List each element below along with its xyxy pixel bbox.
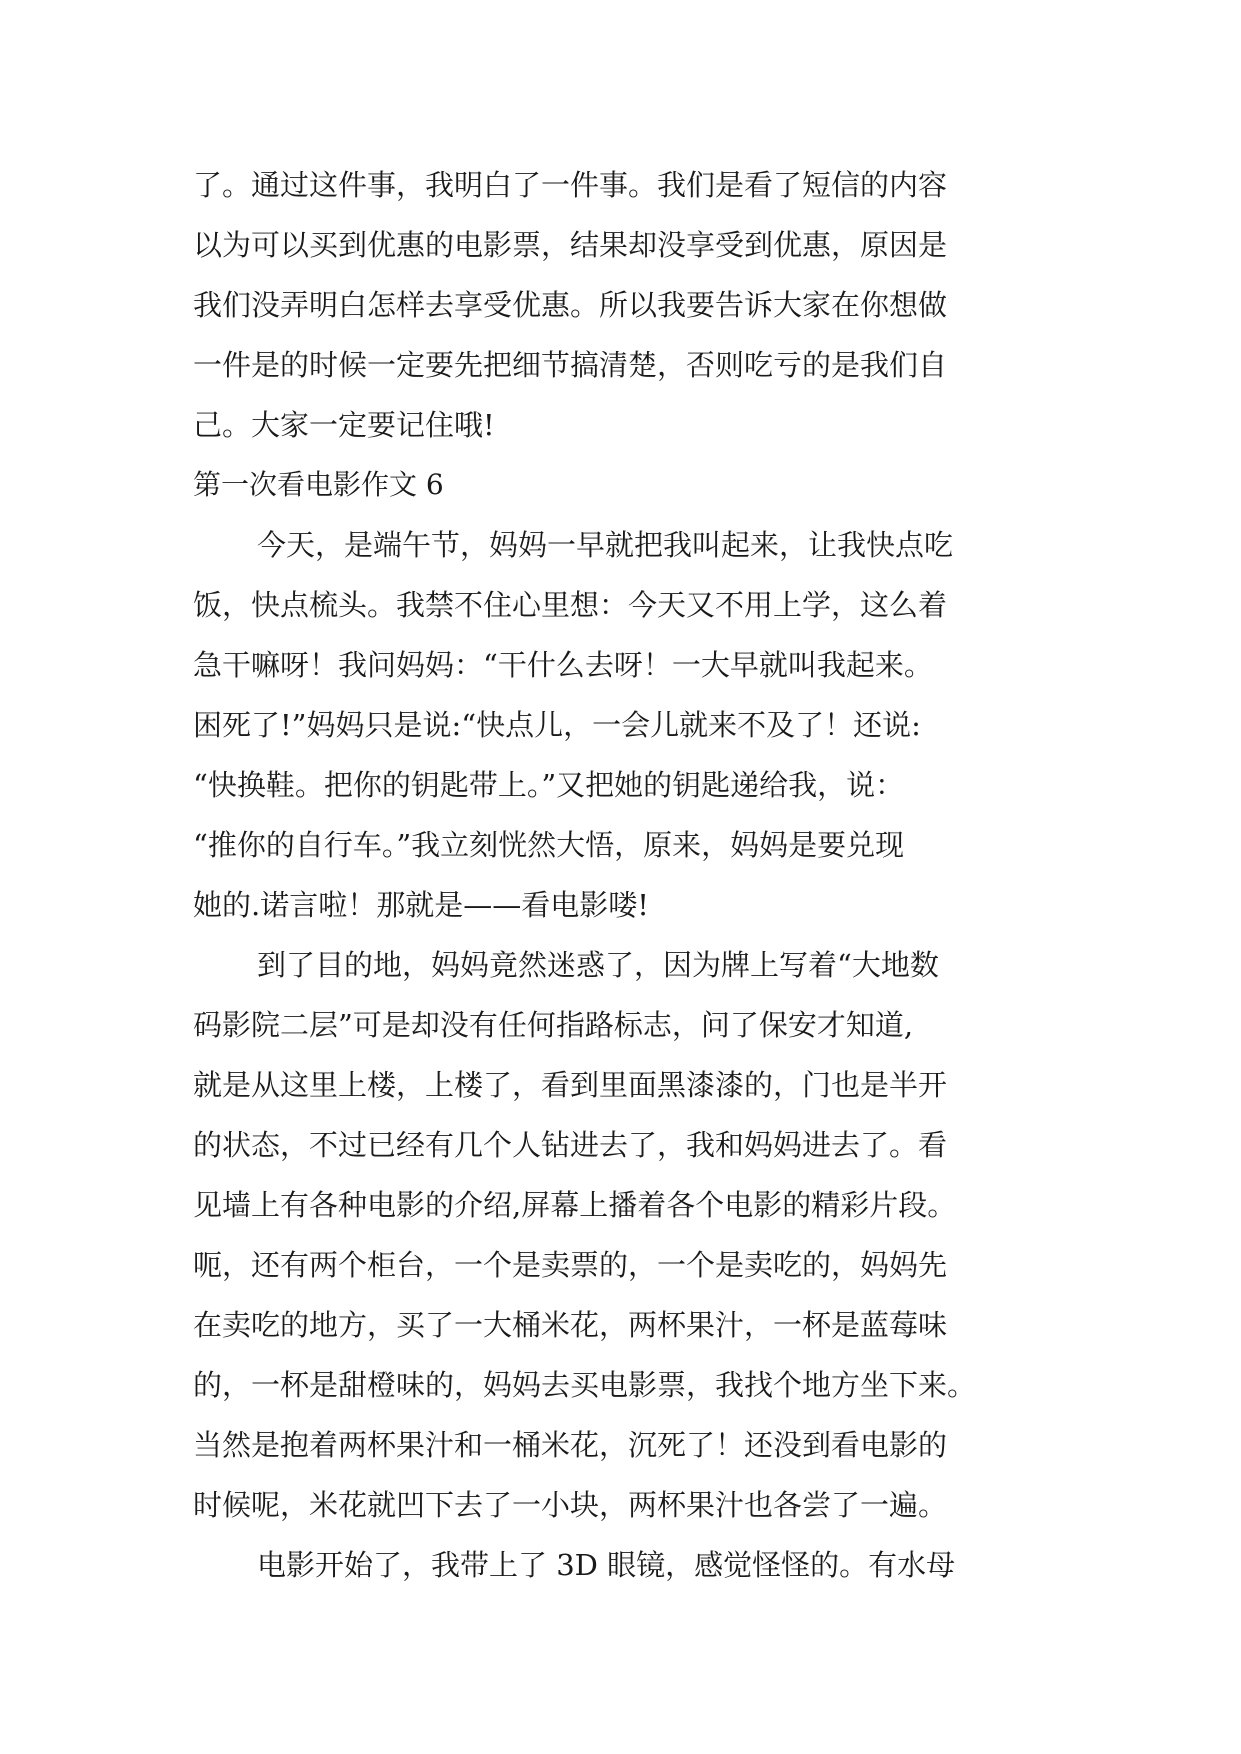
text-line: 码影院二层”可是却没有任何指路标志，问了保安才知道, bbox=[193, 1008, 914, 1042]
text-line: 急干嘛呀！我问妈妈：“干什么去呀！一大早就叫我起来。 bbox=[193, 648, 933, 682]
text-line: 呃，还有两个柜台，一个是卖票的，一个是卖吃的，妈妈先 bbox=[193, 1248, 948, 1282]
section-title: 第一次看电影作文 6 bbox=[193, 468, 444, 501]
text-line: 见墙上有各种电影的介绍,屏幕上播着各个电影的精彩片段。 bbox=[193, 1188, 957, 1222]
text-line: 困死了!”妈妈只是说:“快点儿，一会儿就来不及了！还说: bbox=[193, 708, 921, 742]
text-line: 我们没弄明白怎样去享受优惠。所以我要告诉大家在你想做 bbox=[193, 288, 948, 322]
text-line: 己。大家一定要记住哦! bbox=[193, 408, 495, 442]
text-line: 她的.诺言啦！那就是——看电影喽! bbox=[193, 888, 649, 922]
text-line: “快换鞋。把你的钥匙带上。”又把她的钥匙递给我，说： bbox=[193, 768, 905, 802]
text-line: 时候呢，米花就凹下去了一小块，两杯果汁也各尝了一遍。 bbox=[193, 1488, 948, 1522]
essay-text bbox=[193, 155, 1073, 1595]
text-line: 一件是的时候一定要先把细节搞清楚，否则吃亏的是我们自 bbox=[193, 348, 948, 382]
text-line: 到了目的地，妈妈竟然迷惑了，因为牌上写着“大地数 bbox=[257, 948, 939, 982]
text-line: 以为可以买到优惠的电影票，结果却没享受到优惠，原因是 bbox=[193, 228, 948, 262]
text-line: 今天，是端午节，妈妈一早就把我叫起来，让我快点吃 bbox=[257, 528, 954, 562]
text-line: 就是从这里上楼，上楼了，看到里面黑漆漆的，门也是半开 bbox=[193, 1068, 948, 1102]
text-line: 的，一杯是甜橙味的，妈妈去买电影票，我找个地方坐下来。 bbox=[193, 1368, 977, 1402]
text-line: 了。通过这件事，我明白了一件事。我们是看了短信的内容 bbox=[193, 168, 948, 202]
text-line: 在卖吃的地方，买了一大桶米花，两杯果汁，一杯是蓝莓味 bbox=[193, 1308, 948, 1342]
text-line: 饭，快点梳头。我禁不住心里想：今天又不用上学，这么着 bbox=[193, 588, 948, 622]
text-line: 当然是抱着两杯果汁和一桶米花，沉死了！还没到看电影的 bbox=[193, 1428, 948, 1462]
text-line: 的状态，不过已经有几个人钻进去了，我和妈妈进去了。看 bbox=[193, 1128, 948, 1162]
text-line: 电影开始了，我带上了 3D 眼镜，感觉怪怪的。有水母 bbox=[257, 1548, 956, 1582]
text-line: “推你的自行车。”我立刻恍然大悟，原来，妈妈是要兑现 bbox=[193, 828, 905, 862]
